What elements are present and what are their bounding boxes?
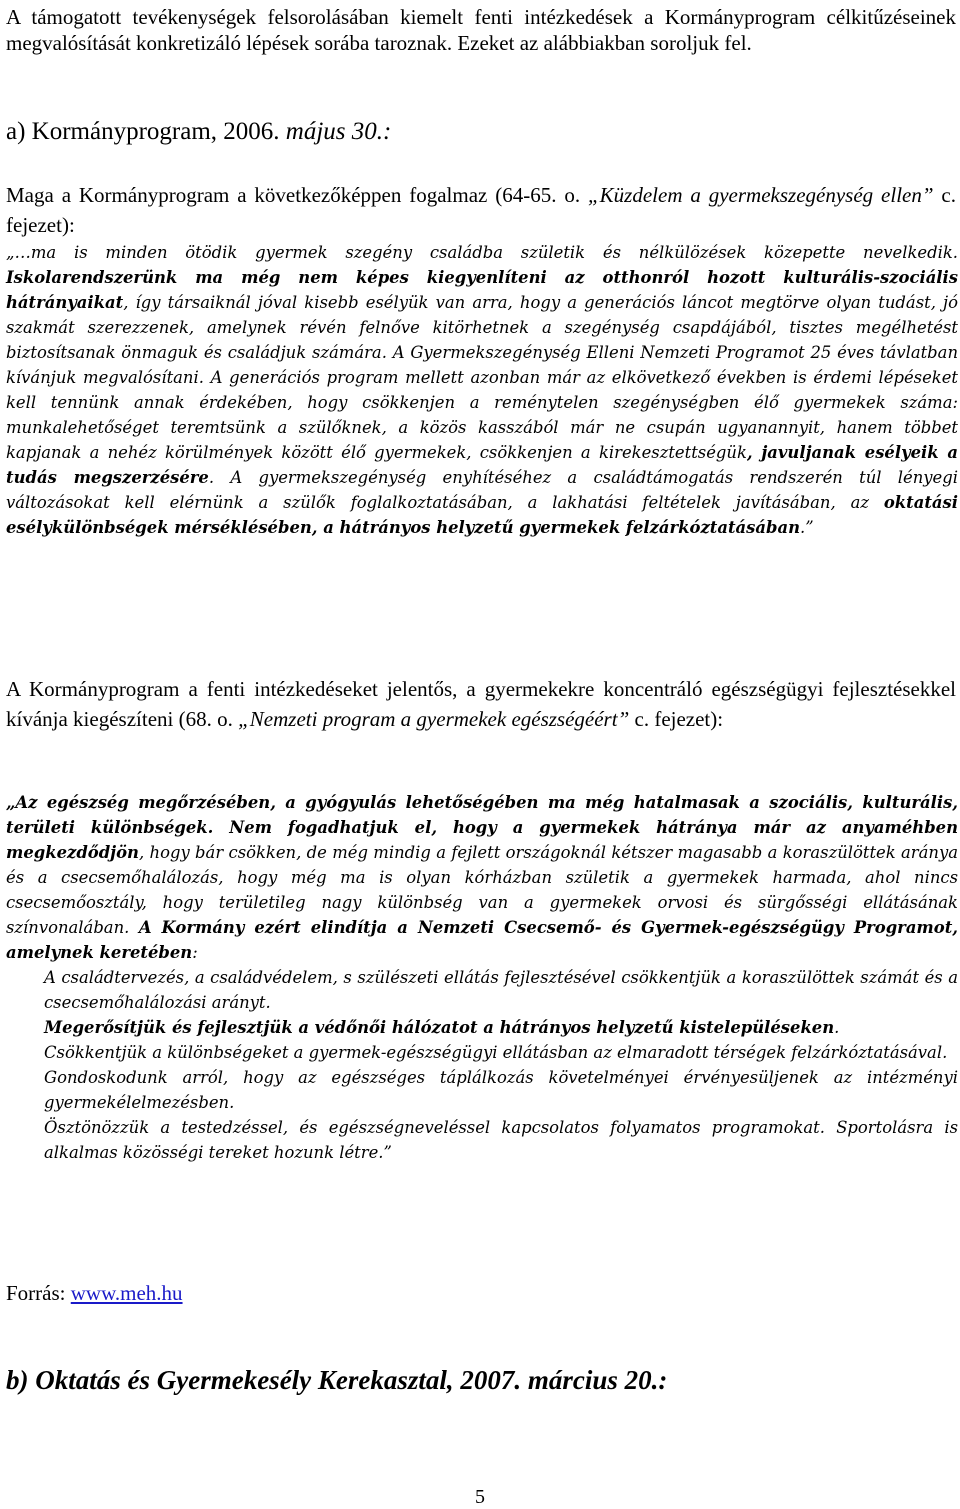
lead-text: Maga a Kormányprogram a következőképpen fogalmaz (64-65. o. [6, 183, 588, 207]
quote-emphasis: Megerősítjük és fejlesztjük a védőnői hálózatot a hátrányos helyzetű kistelepüléseken [44, 1018, 835, 1037]
health-quote-item-4: Gondoskodunk arról, hogy az egészséges táplálkozás követelményei érvényesüljenek az intézményi gyermekélelmezésben. [44, 1068, 958, 1112]
health-quote-item-1: A családtervezés, a családvédelem, s szülészeti ellátás fejlesztésével csökkentjük a koraszülöttek számát és a csecsemőhalálozási arányt. [44, 968, 958, 1012]
quote-text: .” [800, 518, 814, 537]
quote-text: . A gyermekszegénység enyhítéséhez a családtámogatás rendszerén túl lényegi változásokat kell elérnünk a szülők foglalkoztatásában, a lakhatási feltételek javításában, az [6, 468, 958, 512]
health-quote [6, 790, 958, 1165]
source-link[interactable]: www.meh.hu [70, 1281, 183, 1305]
section-a-title: a) Kormányprogram, 2006. [6, 118, 286, 145]
health-lead [6, 675, 956, 734]
quote-text: , hogy bár csökken, de még mindig a fejlett országoknál kétszer magasabb a koraszülöttek aránya és a csecsemőhalálozás, hogy még ma is olyan kórházban születik a gyermekek harmada, ahol nincs csecsemőosztály, hogy területileg nagy különbség van a gyermekek orvosi és sürgősségi ellátásának színvonalában. [6, 843, 958, 937]
quote-text: . [834, 1018, 840, 1037]
quote-emphasis: „Az egészség megőrzésében, a gyógyulás lehetőségében ma még hatalmasak a szociális, kulturális, területi különbségek. Nem fogadhatjuk el, hogy a gyermekek hátránya már az anyaméhben megkezdődjön [6, 793, 958, 862]
health-quote-item-3: Csökkentjük a különbségeket a gyermek-egészségügyi ellátásban az elmaradott térségek felzárkóztatásával. [44, 1043, 948, 1062]
section-b-heading: b) Oktatás és Gyermekesély Kerekasztal, 2007. március 20.: [6, 1365, 668, 1395]
program-quote [6, 240, 958, 540]
quote-emphasis: A Kormány ezért elindítja a Nemzeti Csecsemő- és Gyermek-egészségügy Programot, amelynek keretében [6, 918, 958, 962]
section-a-lead [6, 180, 956, 240]
source-line [6, 1279, 183, 1307]
page-number: 5 [475, 1486, 485, 1508]
lead-text: A Kormányprogram a fenti intézkedéseket jelentős, a gyermekekre koncentráló egészségügyi fejlesztésekkel kívánja kiegészíteni (68. o. [6, 677, 956, 731]
intro-paragraph: A támogatott tevékenységek felsorolásában kiemelt fenti intézkedések a Kormányprogram célkitűzéseinek megvalósítását konkretizáló lépések sorába taroznak. Ezeket az alábbiakban soroljuk fel. [6, 5, 956, 55]
quote-emphasis: Iskolarendszerünk ma még nem képes kiegyenlíteni az otthonról hozott kulturális-szociális hátrányaikat [6, 268, 958, 312]
health-quote-item-5: Ösztönözzük a testedzéssel, és egészségneveléssel kapcsolatos folyamatos programokat. Sportolásra is alkalmas közösségi tereket hozunk létre.” [44, 1118, 958, 1162]
quote-text: , így társaiknál jóval kisebb esélyük van arra, hogy a generációs láncot megtörve olyan tudást, jó szakmát szerezzenek, amelynek révén felnőve kitörhetnek a szegénység csapdájából, tisztes megélhetést biztosítsanak önmaguk és családjuk számára. A Gyermekszegénység Elleni Nemzeti Programot 25 éves távlatban kívánjuk megvalósítani. A generációs program mellett azonban már az elkövetkező években is érdemi lépéseket kell tennünk annak érdekében, hogy csökkenjen a reménytelen szegénységben élő gyermekek száma: munkalehetőséget teremtsünk a szülőknek, a közös kasszából már ne csupán ugyanannyit, hanem többet kapjanak a nehéz körülmények között élő gyermekek, csökkenjen a kirekesztettségük [6, 293, 958, 462]
quote-emphasis: , javuljanak esélyeik a tudás megszerzésére [6, 443, 958, 487]
quote-text: : [192, 943, 198, 962]
health-quote-item-2 [6, 1015, 958, 1040]
lead-text-end: c. fejezet): [6, 183, 956, 237]
health-quote-intro [6, 790, 958, 965]
section-a-heading [6, 117, 391, 147]
lead-text-end: c. fejezet): [629, 706, 724, 731]
section-a-date: május 30.: [285, 118, 392, 145]
quote-emphasis: oktatási esélykülönbségek mérséklésében, a hátrányos helyzetű gyermekek felzárkóztatásában [6, 493, 958, 537]
quote-text: „…ma is minden ötödik gyermek szegény családba születik és nélkülözések közepette nevelkedik. [6, 243, 958, 262]
source-label: Forrás: [6, 1281, 71, 1305]
chapter-title: „Nemzeti program a gyermekek egészségéért” [238, 706, 630, 731]
chapter-title: „Küzdelem a gyermekszegénység ellen” [587, 183, 934, 207]
